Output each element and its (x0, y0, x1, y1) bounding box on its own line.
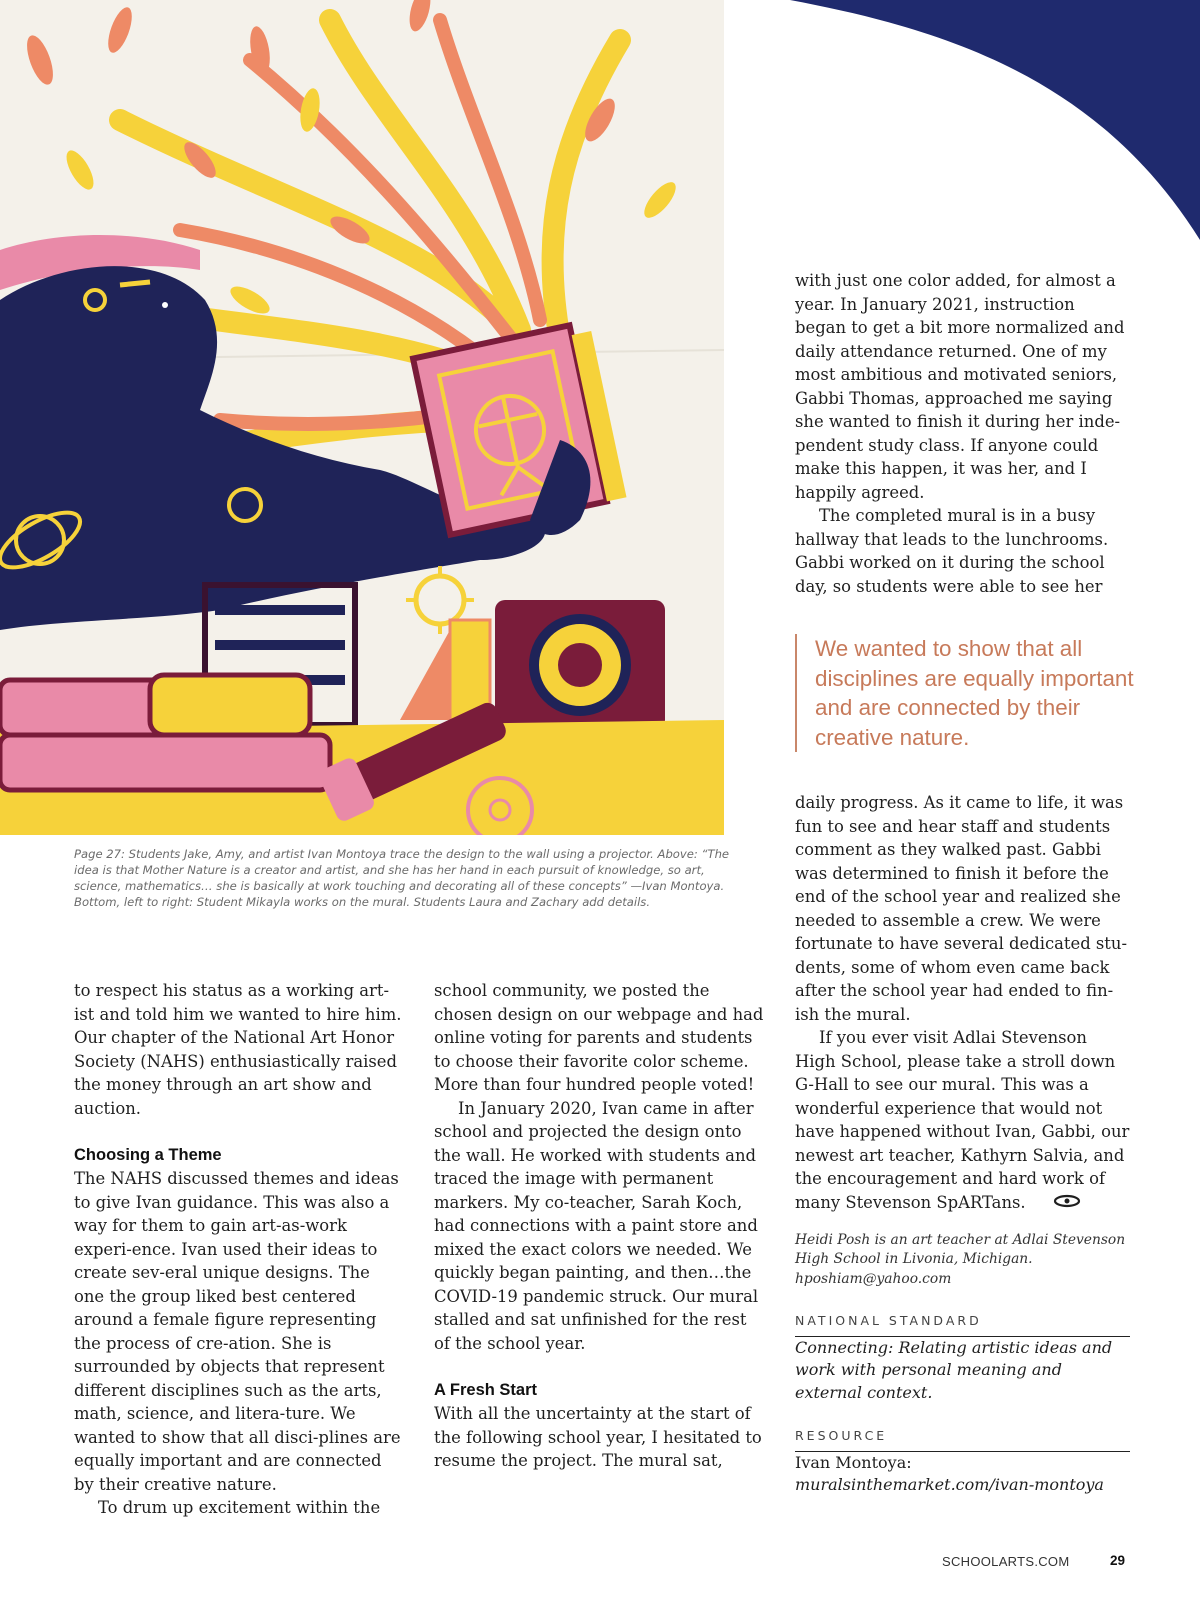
article-column-3-bottom (795, 791, 1130, 1497)
resource-label: RESOURCE (795, 1424, 1130, 1452)
article-column-3-top (795, 269, 1130, 598)
paragraph: The completed mural is in a busy hallway that leads to the lunchrooms. Gabbi worked on it during the school day, so students were able to see her (795, 506, 1109, 596)
article-column-1 (74, 979, 404, 1520)
end-mark-icon (1029, 1191, 1081, 1215)
footer-site[interactable]: SCHOOLARTS.COM (942, 1554, 1070, 1569)
page-number: 29 (1110, 1553, 1126, 1568)
mural-photo (0, 0, 724, 835)
national-standard-text: Connecting: Relating artistic ideas and work with personal meaning and external context. (795, 1337, 1113, 1402)
paragraph-text: If you ever visit Adlai Stevenson High School, please take a stroll down G-Hall to see our mural. This was a wonderful experience that would not have happened without Ivan, Gabbi, our newest art teacher, Kathyrn Salvia, and the encouragement and hard work of many Stevenson SpARTans. (795, 1028, 1130, 1212)
paragraph: To drum up excitement within the (98, 1498, 381, 1517)
paragraph: to respect his status as a working art-ist and told him we wanted to hire him. Our chapter of the National Art Honor Society (NAHS) enthusiastically raised the money through an art show and auction. (74, 981, 402, 1118)
pull-quote: We wanted to show that all disciplines are equally important and are connected by their creative nature. (795, 634, 1135, 752)
photo-caption: Page 27: Students Jake, Amy, and artist Ivan Montoya trace the design to the wall using a projector. Above: “The idea is that Mother Nature is a creator and artist, and she has her hand in each pursuit of knowledge, so art, science, mathematics… she is basically at work touching and decorating all of these concepts” —Ivan Montoya. Bottom, left to right: Student Mikayla works on the mural. Students Laura and Zachary add details. (74, 847, 730, 909)
resource-url[interactable]: muralsinthemarket.com/ivan-montoya (795, 1475, 1104, 1495)
section-heading-choosing-a-theme: Choosing a Theme (74, 1145, 222, 1164)
paragraph: daily progress. As it came to life, it was fun to see and hear staff and students comment as they walked past. Gabbi was determined to finish it before the end of the school year and realized she needed to assemble a crew. We were fortunate to have several dedicated stu-dents, some of whom even came back after the school year had ended to fin-ish the mural. (795, 793, 1127, 1024)
paragraph: The NAHS discussed themes and ideas to give Ivan guidance. This was also a way for them to gain art-as-work experi-ence. Ivan used their ideas to create sev-eral unique designs. The one the group liked best centered around a female figure representing the process of cre-ation. She is surrounded by objects that represent different disciplines such as the arts, math, science, and litera-ture. We wanted to show that all disci-plines are equally important and are connected by their creative nature. (74, 1169, 401, 1494)
paragraph: with just one color added, for almost a year. In January 2021, instruction began to get a bit more normalized and daily attendance returned. One of my most ambitious and motivated seniors, Gabbi Thomas, approached me saying she wanted to finish it during her inde-pendent study class. If anyone could make this happen, it was her, and I happily agreed. (795, 271, 1125, 502)
paragraph: In January 2020, Ivan came in after school and projected the design onto the wall. He worked with students and traced the image with permanent markers. My co-teacher, Sarah Koch, had connections with a paint store and mixed the exact colors we needed. We quickly began painting, and then…the COVID-19 pandemic struck. Our mural stalled and sat unfinished for the rest of the school year. (434, 1098, 759, 1353)
national-standard-label: NATIONAL STANDARD (795, 1309, 1130, 1337)
paragraph: school community, we posted the chosen design on our webpage and had online voting for parents and students to choose their favorite color scheme. More than four hundred people voted! (434, 981, 764, 1094)
paragraph (795, 1026, 1130, 1215)
section-heading-a-fresh-start: A Fresh Start (434, 1380, 537, 1399)
paragraph: With all the uncertainty at the start of the following school year, I hesitated to resume the project. The mural sat, (434, 1404, 762, 1470)
resource-name: Ivan Montoya: (795, 1452, 912, 1472)
author-bio: Heidi Posh is an art teacher at Adlai Stevenson High School in Livonia, Michigan. hposhiam@yahoo.com (795, 1231, 1126, 1287)
article-column-2 (434, 979, 764, 1473)
